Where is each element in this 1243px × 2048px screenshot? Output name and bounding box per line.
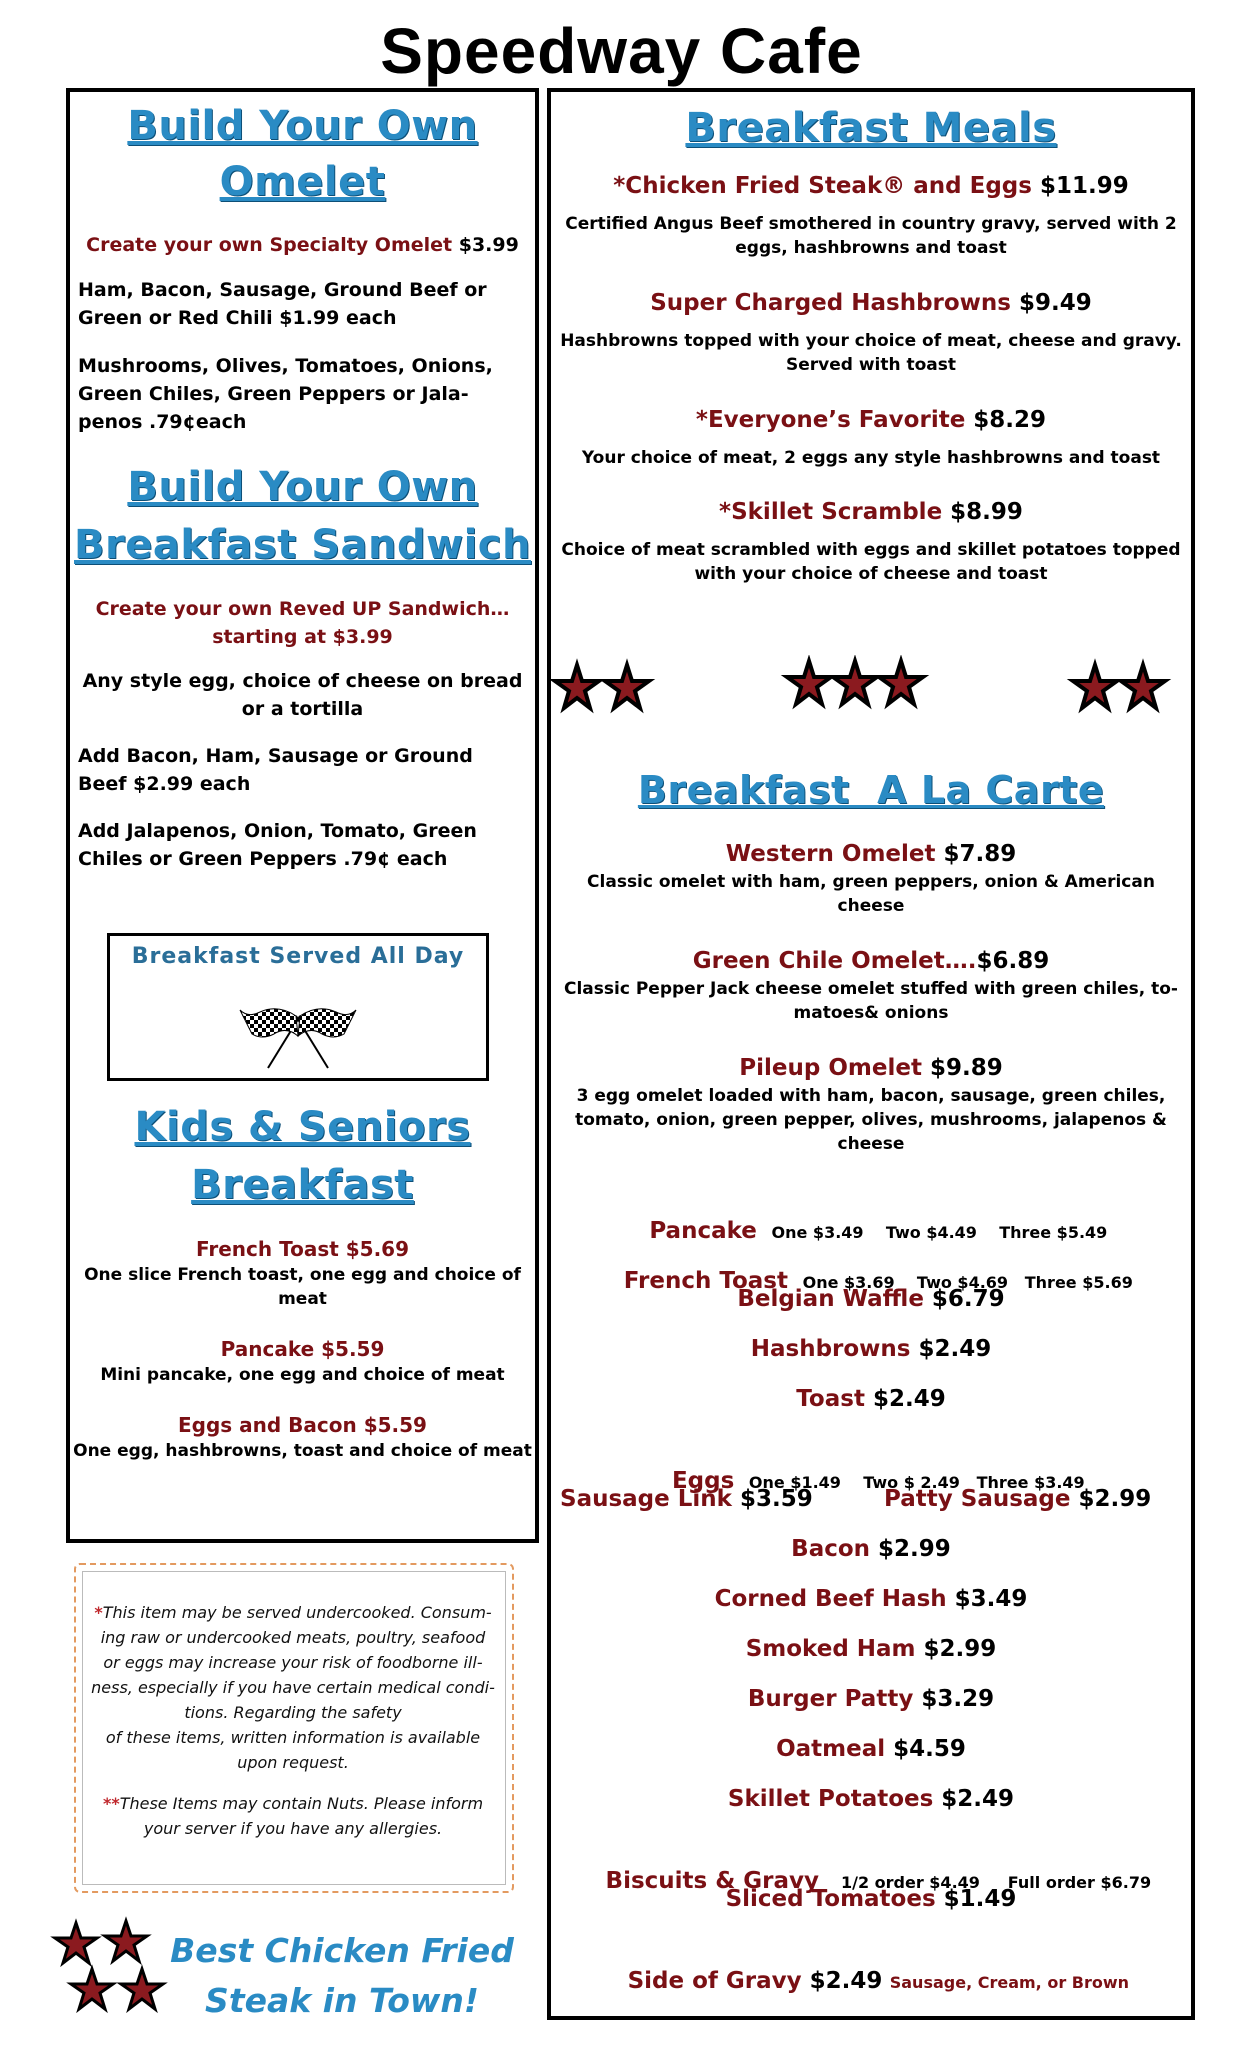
meal-price: $8.29 [965, 407, 1047, 433]
kids-item-name: French Toast $5.69 [195, 1237, 410, 1261]
item-burger-patty [551, 1683, 1191, 1715]
item-name: Belgian Waffle [737, 1286, 924, 1312]
star-icon [71, 1969, 113, 2009]
item-name: Toast [796, 1386, 865, 1412]
item-name: Western Omelet [725, 841, 936, 867]
kids-item-name: Eggs and Bacon $5.59 [178, 1413, 427, 1437]
breakfast-meals-heading: Breakfast Meals [685, 105, 1057, 151]
item-options: One $3.69 Two $4.69 Three $5.69 [802, 1273, 1133, 1292]
meal-desc: Choice of meat scrambled with eggs and skillet potatoes topped [561, 540, 1181, 560]
item-patty-sausage [884, 1483, 1184, 1515]
item-name: Sliced Tomatoes [725, 1886, 936, 1912]
item-name: Skillet Potatoes [727, 1786, 934, 1812]
omelet-pileup [551, 1052, 1191, 1156]
slogan-line2: Steak in Town! [205, 1981, 479, 2020]
notice-spacer [88, 1775, 498, 1791]
item-name: Pancake [649, 1218, 757, 1244]
kids-heading [70, 1098, 535, 1214]
omelet-heading [70, 98, 535, 210]
sandwich-meat-line1: Add Bacon, Ham, Sausage or Ground [78, 745, 473, 767]
item-price: $3.59 [731, 1486, 813, 1512]
item-options: 1/2 order $4.49 Full order $6.79 [840, 1873, 1152, 1892]
item-desc-cont: cheese [837, 896, 905, 916]
item-price: $3.49 [946, 1586, 1028, 1612]
kids-item-desc: Mini pancake, one egg and choice of meat [100, 1365, 505, 1385]
specialty-omelet-line [70, 231, 535, 259]
item-hashbrowns [551, 1333, 1191, 1365]
food-safety-notice [88, 1600, 498, 1841]
page-title: Speedway Cafe [380, 15, 863, 87]
meal-skillet-scramble [551, 496, 1191, 586]
sandwich-offer [70, 595, 535, 651]
star-icon [555, 665, 599, 708]
item-oatmeal [551, 1733, 1191, 1765]
sandwich-offer-line1: Create your own Reved UP Sandwich… [95, 598, 510, 620]
meal-name: *Skillet Scramble [719, 499, 943, 525]
item-price: $1.49 [935, 1886, 1017, 1912]
star-icon [105, 1921, 147, 1961]
sandwich-veggie-line2: Chiles or Green Peppers .79¢ each [78, 848, 448, 870]
sandwich-base-line1: Any style egg, choice of cheese on bread [82, 670, 523, 692]
item-price: $2.49 [933, 1786, 1015, 1812]
omelet-heading-line1: Build Your Own [127, 103, 478, 149]
item-desc-cont: cheese [837, 1134, 905, 1154]
item-name: Patty Sausage [884, 1486, 1071, 1512]
item-name: French Toast [623, 1268, 788, 1294]
meal-super-charged-hashbrowns [551, 287, 1191, 377]
kids-item-desc: One egg, hashbrowns, toast and choice of meat [73, 1441, 532, 1461]
notice-line: or eggs may increase your risk of foodborne ill- [103, 1653, 483, 1672]
item-name: Bacon [791, 1536, 871, 1562]
item-side-of-gravy [551, 1933, 1191, 1999]
notice-line: tions. Regarding the safety [184, 1703, 402, 1722]
meal-everyones-favorite [551, 404, 1191, 470]
sandwich-meat-addons [78, 742, 528, 798]
notice-asterisk: * [94, 1603, 103, 1622]
star-icon [1073, 665, 1117, 708]
omelet-veggie-line3: penos .79¢each [78, 411, 247, 433]
sandwich-meat-line2: Beef $2.99 each [78, 773, 251, 795]
item-options: One $3.49 Two $4.49 Three $5.49 [771, 1223, 1108, 1242]
kids-item-eggs-bacon [70, 1411, 535, 1463]
notice-asterisk: ** [102, 1794, 120, 1813]
sandwich-veggie-line1: Add Jalapenos, Onion, Tomato, Green [78, 820, 477, 842]
item-name: Pileup Omelet [739, 1055, 922, 1081]
star-icon [879, 661, 923, 704]
stars-divider [551, 655, 1191, 725]
notice-line: ing raw or undercooked meats, poultry, seafood [100, 1628, 486, 1647]
omelet-meat-line2: Green or Red Chili $1.99 each [78, 307, 397, 329]
omelet-heading-line2: Omelet [219, 159, 386, 205]
item-name: Eggs [671, 1468, 735, 1494]
item-name: Green Chile Omelet…. [692, 948, 977, 974]
star-icon [1121, 665, 1165, 708]
item-price: $2.99 [915, 1636, 997, 1662]
item-bacon [551, 1533, 1191, 1565]
item-name: Corned Beef Hash [714, 1586, 947, 1612]
item-price: $7.89 [935, 841, 1017, 867]
kids-item-name: Pancake $5.59 [220, 1337, 385, 1361]
item-toast [551, 1383, 1191, 1415]
item-name: Smoked Ham [745, 1636, 916, 1662]
item-name: Biscuits & Gravy [605, 1868, 820, 1894]
kids-item-desc: One slice French toast, one egg and choice of [84, 1265, 521, 1285]
omelet-veggie-line2: Green Chiles, Green Peppers or Jala- [78, 383, 469, 405]
slogan-line1: Best Chicken Fried [170, 1931, 514, 1970]
best-chicken-fried-steak-slogan [152, 1926, 532, 2026]
kids-item-pancake [70, 1335, 535, 1387]
item-price: $2.49 [910, 1336, 992, 1362]
notice-line-text: This item may be served undercooked. Consum- [102, 1603, 492, 1622]
item-name: Side of Gravy [627, 1968, 802, 1994]
notice-line: of these items, written information is available [105, 1728, 481, 1747]
meal-name: *Everyone’s Favorite [695, 407, 966, 433]
item-desc: 3 egg omelet loaded with ham, bacon, sausage, green chiles, [576, 1086, 1166, 1106]
notice-line [88, 1600, 498, 1625]
item-options: Sausage, Cream, or Brown [889, 1973, 1130, 1992]
item-desc: Classic Pepper Jack cheese omelet stuffed with green chiles, to- [564, 979, 1178, 999]
kids-heading-line2: Breakfast [191, 1162, 414, 1208]
notice-line: upon request. [237, 1753, 349, 1772]
sandwich-heading-line1: Build Your Own [127, 464, 478, 510]
star-icon [833, 661, 877, 704]
meal-chicken-fried-steak [551, 170, 1191, 260]
item-price: $4.59 [885, 1736, 966, 1762]
meal-desc-cont: eggs, hashbrowns and toast [735, 238, 1007, 258]
item-price: $6.89 [976, 948, 1050, 974]
meal-name: *Chicken Fried Steak® and Eggs [613, 173, 1032, 199]
checkered-flags-icon [238, 996, 358, 1072]
omelet-green-chile [551, 945, 1191, 1025]
item-price: $6.79 [923, 1286, 1005, 1312]
item-desc: Classic omelet with ham, green peppers, onion & American [587, 872, 1155, 892]
item-options: One $1.49 Two $ 2.49 Three $3.49 [748, 1473, 1085, 1492]
notice-line: ness, especially if you have certain medical condi- [91, 1678, 495, 1697]
sandwich-base [70, 667, 535, 723]
meal-desc: Your choice of meat, 2 eggs any style hashbrowns and toast [581, 448, 1161, 468]
item-name: Hashbrowns [750, 1336, 911, 1362]
kids-item-french-toast [70, 1235, 535, 1311]
item-desc-cont: matoes& onions [793, 1003, 949, 1023]
item-skillet-potatoes [551, 1783, 1191, 1815]
omelet-meat-line1: Ham, Bacon, Sausage, Ground Beef or [78, 279, 487, 301]
item-name: Oatmeal [776, 1736, 886, 1762]
sandwich-base-line2: or a tortilla [241, 698, 364, 720]
item-smoked-ham [551, 1633, 1191, 1665]
meal-desc-cont: Served with toast [785, 355, 957, 375]
breakfast-all-day-label: Breakfast Served All Day [131, 944, 465, 969]
item-price: $9.89 [921, 1055, 1003, 1081]
item-sliced-tomatoes [551, 1883, 1191, 1915]
item-price: $3.29 [913, 1686, 995, 1712]
item-price: $2.49 [864, 1386, 946, 1412]
sandwich-veggie-addons [78, 817, 528, 873]
item-sausage-link [560, 1483, 820, 1515]
meal-price: $9.49 [1011, 290, 1092, 316]
a-la-carte-heading: Breakfast A La Carte [637, 768, 1105, 812]
notice-line: your server if you have any allergies. [143, 1819, 443, 1838]
item-corned-beef-hash [551, 1583, 1191, 1615]
sandwich-heading-line2: Breakfast Sandwich [74, 522, 531, 568]
omelet-western [551, 838, 1191, 918]
specialty-omelet-label: Create your own Specialty Omelet [86, 234, 453, 256]
kids-heading-line1: Kids & Seniors [134, 1104, 471, 1150]
item-name: Burger Patty [747, 1686, 914, 1712]
sandwich-offer-line2: starting at $3.99 [212, 626, 393, 648]
meal-name: Super Charged Hashbrowns [650, 290, 1011, 316]
meal-price: $11.99 [1031, 173, 1129, 199]
kids-item-desc-cont: meat [278, 1289, 327, 1309]
star-icon [605, 665, 649, 708]
meal-desc: Hashbrowns topped with your choice of meat, cheese and gravy. [560, 331, 1182, 351]
omelet-meat-addons [78, 276, 528, 332]
item-price: $2.99 [1070, 1486, 1152, 1512]
item-price: $2.99 [870, 1536, 951, 1562]
meal-desc-cont: with your choice of cheese and toast [694, 564, 1048, 584]
omelet-veggie-addons [78, 352, 528, 436]
notice-line-text: These Items may contain Nuts. Please inform [119, 1794, 484, 1813]
omelet-veggie-line1: Mushrooms, Olives, Tomatoes, Onions, [78, 355, 493, 377]
item-belgian-waffle [551, 1283, 1191, 1315]
item-name: Sausage Link [560, 1486, 732, 1512]
specialty-omelet-price: $3.99 [452, 234, 519, 256]
notice-line [88, 1791, 498, 1816]
breakfast-all-day-box [107, 933, 489, 1081]
sandwich-heading [70, 458, 535, 574]
meal-price: $8.99 [942, 499, 1023, 525]
item-price: $2.49 [801, 1968, 883, 1994]
item-desc-cont: tomato, onion, green pepper, olives, mushrooms, jalapenos & [575, 1110, 1167, 1130]
star-icon [787, 661, 831, 704]
star-icon [55, 1923, 97, 1963]
meal-desc: Certified Angus Beef smothered in country gravy, served with 2 [565, 214, 1177, 234]
